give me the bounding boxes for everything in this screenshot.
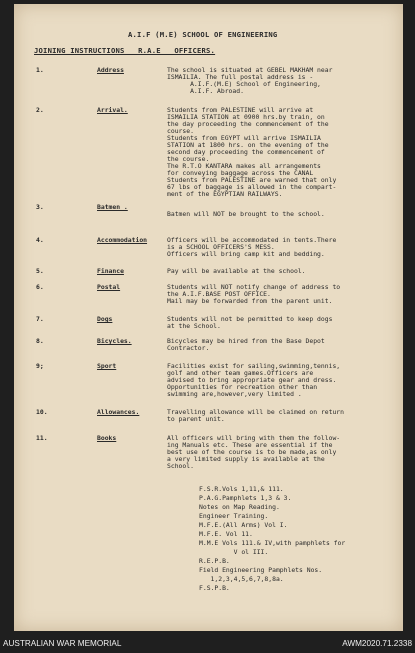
footer-source: AUSTRALIAN WAR MEMORIAL bbox=[3, 639, 122, 648]
section-label: Arrival. bbox=[97, 106, 128, 114]
book-list-item: Notes on Map Reading. bbox=[199, 503, 280, 511]
book-list-item: R.E.P.B. bbox=[199, 557, 230, 565]
section-text-line: Students will NOT notify change of address to bbox=[167, 283, 341, 291]
section-text-line: A.I.F. Abroad. bbox=[167, 87, 244, 95]
section-text-line: ment of the EGYPTIAN RAILWAYS. bbox=[167, 190, 283, 198]
section-text-line: Bicycles may be hired from the Base Depot bbox=[167, 337, 325, 345]
section-text-line: the course. bbox=[167, 155, 210, 163]
section-number: 11. bbox=[36, 434, 48, 442]
section-text-line: golf and other team games.Officers are bbox=[167, 369, 314, 377]
section-text-line: Pay will be available at the school. bbox=[167, 267, 306, 275]
section-text-line: advised to bring appropriate gear and dress. bbox=[167, 376, 337, 384]
section-text-line: at the School. bbox=[167, 322, 221, 330]
section-text-line: Students will not be permitted to keep dogs bbox=[167, 315, 333, 323]
section-label: Batmen . bbox=[97, 203, 128, 211]
section-number: 1. bbox=[36, 66, 44, 74]
book-list-item: F.S.R.Vols 1,11,& 111. bbox=[199, 485, 284, 493]
section-text-line: is a SCHOOL OFFICERS'S MESS. bbox=[167, 243, 275, 251]
section-label: Accommodation bbox=[97, 236, 148, 244]
section-text-line: School. bbox=[167, 462, 194, 470]
section-text-line: Contractor. bbox=[167, 344, 210, 352]
book-list-item: Engineer Training. bbox=[199, 512, 269, 520]
section-number: 4. bbox=[36, 236, 44, 244]
section-number: 8. bbox=[36, 337, 44, 345]
book-list-item: V ol III. bbox=[199, 548, 269, 556]
section-text-line: Batmen will NOT be brought to the school. bbox=[167, 210, 325, 218]
section-label: Allowances. bbox=[97, 408, 140, 416]
footer-bar bbox=[0, 636, 415, 653]
document-subheader: JOINING INSTRUCTIONS R.A.E OFFICERS. bbox=[34, 46, 216, 55]
section-text-line: STATION at 1800 hrs. on the evening of the bbox=[167, 141, 329, 149]
section-number: 2. bbox=[36, 106, 44, 114]
book-list-item: 1,2,3,4,5,6,7,8,8a. bbox=[199, 575, 284, 583]
section-text-line: The R.T.O KANTARA makes all arrangements bbox=[167, 162, 321, 170]
section-text-line: best use of the course is to be made,as only bbox=[167, 448, 337, 456]
book-list-item: M.M.E Vols 111.& IV,with pamphlets for bbox=[199, 539, 346, 547]
section-text-line: Opportunities for recreation other than bbox=[167, 383, 318, 391]
footer-id: AWM2020.71.2338 bbox=[342, 639, 412, 648]
section-number: 7. bbox=[36, 315, 44, 323]
section-number: 10. bbox=[36, 408, 48, 416]
section-text-line: Students from PALESTINE will arrive at bbox=[167, 106, 314, 114]
book-list-item: M.F.E.(All Arms) Vol I. bbox=[199, 521, 288, 529]
book-list-item: Field Engineering Pamphlets Nos. bbox=[199, 566, 323, 574]
section-text-line: ISMAILIA. The full postal address is - bbox=[167, 73, 314, 81]
book-list-item: P.A.G.Pamphlets 1,3 & 3. bbox=[199, 494, 292, 502]
section-text-line: Mail may be forwarded from the parent unit. bbox=[167, 297, 333, 305]
section-label: Address bbox=[97, 66, 124, 74]
section-text-line: Students from EGYPT will arrive ISMAILIA bbox=[167, 134, 321, 142]
section-text-line: the day proceeding the commencement of the bbox=[167, 120, 329, 128]
section-text-line: ISMAILIA STATION at 0900 hrs.by train, on bbox=[167, 113, 325, 121]
book-list-item: M.F.E. Vol 11. bbox=[199, 530, 253, 538]
section-text-line: Students from PALESTINE are warned that only bbox=[167, 176, 337, 184]
section-label: Books bbox=[97, 434, 117, 442]
section-text-line: the A.I.F.BASE POST OFFICE. bbox=[167, 290, 271, 298]
section-label: Bicycles. bbox=[97, 337, 132, 345]
section-text-line: A.I.F.(M.E) School of Engineering, bbox=[167, 80, 321, 88]
document-page bbox=[14, 4, 403, 631]
section-text-line: for conveying baggage across the CANAL bbox=[167, 169, 314, 177]
section-label: Finance bbox=[97, 267, 124, 275]
section-text-line: second day proceeding the commencement of bbox=[167, 148, 325, 156]
section-label: Sport bbox=[97, 362, 117, 370]
section-number: 9; bbox=[36, 362, 44, 370]
section-text-line: ing Manuals etc. These are essential if the bbox=[167, 441, 333, 449]
section-text-line: Facilities exist for sailing,swimming,tennis, bbox=[167, 362, 341, 370]
section-text-line: a very limited supply is available at the bbox=[167, 455, 325, 463]
section-label: Dogs bbox=[97, 315, 113, 323]
section-text-line: course. bbox=[167, 127, 194, 135]
book-list-item: F.S.P.B. bbox=[199, 584, 230, 592]
section-text-line: Officers will be accommodated in tents.There bbox=[167, 236, 337, 244]
section-number: 3. bbox=[36, 203, 44, 211]
section-text-line: All officers will bring with them the follow- bbox=[167, 434, 341, 442]
section-text-line: Travelling allowance will be claimed on return bbox=[167, 408, 344, 416]
section-text-line: swimming are,however,very limited . bbox=[167, 390, 302, 398]
section-text-line: The school is situated at GEBEL MAKHAM near bbox=[167, 66, 333, 74]
section-text-line: 67 lbs of baggage is allowed in the compart- bbox=[167, 183, 337, 191]
section-label: Postal bbox=[97, 283, 121, 291]
section-text-line: Officers will bring camp kit and bedding. bbox=[167, 250, 325, 258]
section-text-line: to parent unit. bbox=[167, 415, 225, 423]
section-number: 5. bbox=[36, 267, 44, 275]
section-number: 6. bbox=[36, 283, 44, 291]
document-header: A.I.F (M.E) SCHOOL OF ENGINEERING bbox=[128, 30, 278, 39]
